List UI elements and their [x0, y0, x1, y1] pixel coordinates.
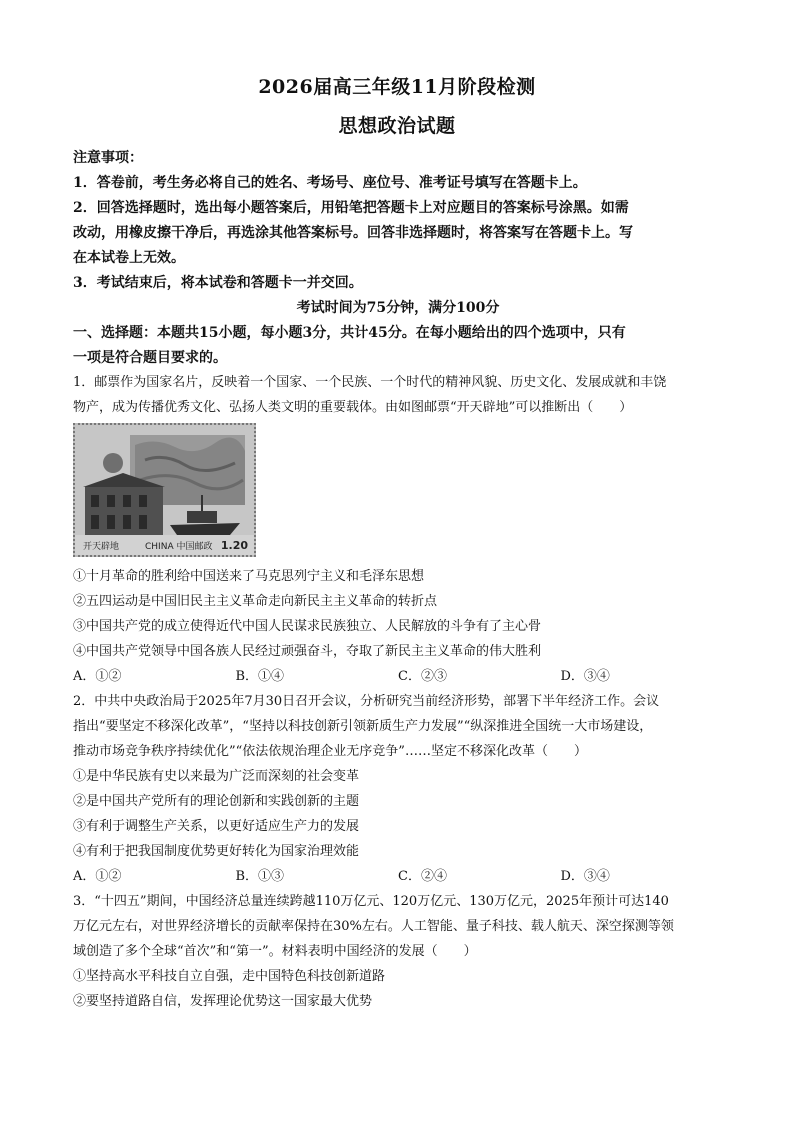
question-1-body [73, 564, 723, 689]
notice-heading: 注意事项： [73, 150, 143, 166]
notice-item: 1．答卷前，考生务必将自己的姓名、考场号、座位号、准考证号填写在答题卡上。 [73, 175, 587, 191]
question-text: 指出“要坚定不移深化改革”，“坚持以科技创新引领新质生产力发展”“纵深推进全国统一大市场建设， [73, 719, 653, 734]
answer-options [73, 864, 723, 889]
statement: ①坚持高水平科技自立自强，走中国特色科技创新道路 [73, 969, 386, 984]
notice-section [73, 146, 723, 371]
stamp-image [73, 423, 256, 557]
option-c[interactable]: C．②④ [398, 869, 447, 884]
stamp-illustration [75, 425, 254, 555]
question-1-stem [73, 370, 723, 420]
notice-item: 在本试卷上无效。 [73, 250, 185, 266]
stamp-caption: 开天辟地 [83, 542, 120, 552]
statement: ④有利于把我国制度优势更好转化为国家治理效能 [73, 844, 360, 859]
option-d[interactable]: D．③④ [560, 869, 610, 884]
option-b[interactable]: B．①④ [235, 669, 285, 684]
question-text: 万亿元左右，对世界经济增长的贡献率保持在30%左右。人工智能、量子科技、载人航天、深空探测等领 [73, 919, 674, 934]
statement: ②要坚持道路自信，发挥理论优势这一国家最大优势 [73, 994, 373, 1009]
question-3 [73, 889, 723, 1014]
answer-options [73, 664, 723, 689]
question-text: 3．“十四五”期间，中国经济总量连续跨越110万亿元、120万亿元、130万亿元，2025年预计可达140 [73, 894, 669, 909]
section-heading: 一、选择题：本题共15小题，每小题3分，共计45分。在每小题给出的四个选项中，只有 [73, 325, 626, 341]
statement: ②是中国共产党所有的理论创新和实践创新的主题 [73, 794, 360, 809]
statement: ①是中华民族有史以来最为广泛而深刻的社会变革 [73, 769, 360, 784]
option-d[interactable]: D．③④ [560, 669, 610, 684]
question-text: 物产，成为传播优秀文化、弘扬人类文明的重要载体。由如图邮票“开天辟地”可以推断出（ ） [73, 400, 633, 415]
exam-title: 2026届高三年级11月阶段检测 [258, 76, 536, 98]
section-heading: 一项是符合题目要求的。 [73, 350, 227, 366]
question-2 [73, 689, 723, 889]
stamp-country: CHINA 中国邮政 [145, 542, 213, 552]
exam-time-info: 考试时间为75分钟，满分100分 [296, 300, 500, 316]
notice-item: 改动，用橡皮擦干净后，再选涂其他答案标号。回答非选择题时，将答案写在答题卡上。写 [73, 225, 633, 241]
option-a[interactable]: A．①② [73, 869, 122, 884]
option-b[interactable]: B．①③ [235, 869, 285, 884]
question-text: 1．邮票作为国家名片，反映着一个国家、一个民族、一个时代的精神风貌、历史文化、发展成就和丰饶 [73, 375, 667, 390]
statement: ③中国共产党的成立使得近代中国人民谋求民族独立、人民解放的斗争有了主心骨 [73, 619, 542, 634]
option-a[interactable]: A．①② [73, 669, 122, 684]
statement: ④中国共产党领导中国各族人民经过顽强奋斗，夺取了新民主主义革命的伟大胜利 [73, 644, 542, 659]
question-text: 推动市场竞争秩序持续优化”“依法依规治理企业无序竞争”……坚定不移深化改革（ ） [73, 744, 587, 759]
option-c[interactable]: C．②③ [398, 669, 447, 684]
stamp-value: 1.20 [220, 539, 248, 552]
exam-subtitle: 思想政治试题 [338, 115, 456, 137]
statement: ③有利于调整生产关系，以更好适应生产力的发展 [73, 819, 360, 834]
notice-item: 2．回答选择题时，选出每小题答案后，用铅笔把答题卡上对应题目的答案标号涂黑。如需 [73, 200, 629, 216]
statement: ②五四运动是中国旧民主主义革命走向新民主主义革命的转折点 [73, 594, 438, 609]
statement: ①十月革命的胜利给中国送来了马克思列宁主义和毛泽东思想 [73, 569, 425, 584]
question-text: 2．中共中央政治局于2025年7月30日召开会议，分析研究当前经济形势，部署下半年经济工作。会议 [73, 694, 660, 709]
notice-item: 3．考试结束后，将本试卷和答题卡一并交回。 [73, 275, 363, 291]
question-text: 域创造了多个全球“首次”和“第一”。材料表明中国经济的发展（ ） [73, 944, 477, 959]
